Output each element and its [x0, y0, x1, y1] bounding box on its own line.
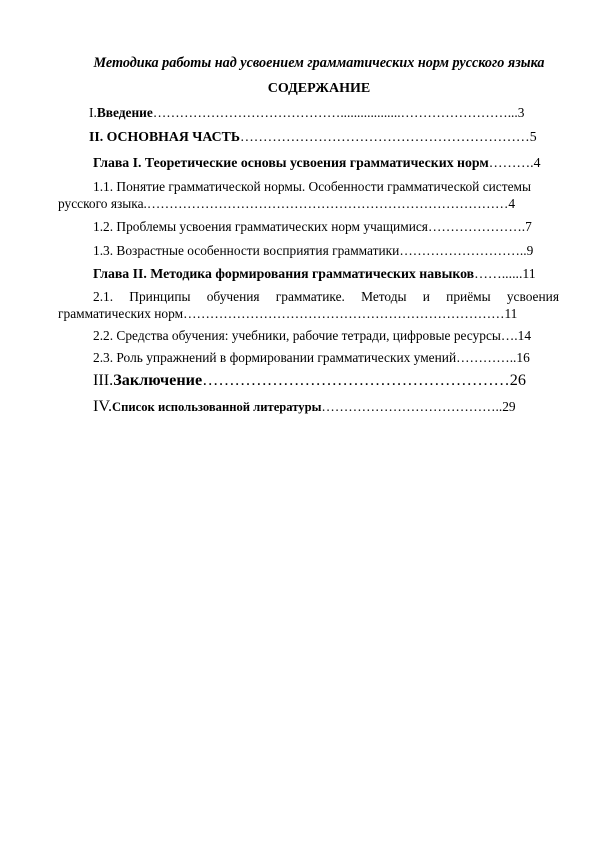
toc-entry-label: Введение	[96, 105, 153, 120]
toc-entry-page: 4	[508, 196, 516, 211]
toc-entry-dots: ………………………………………………………………………	[146, 196, 509, 211]
toc-entry-page: 11	[504, 306, 518, 321]
toc-entry-2-1-line1[interactable]	[93, 289, 559, 305]
toc-entry-dots: ………………………..	[399, 243, 527, 258]
toc-heading: СОДЕРЖАНИЕ	[267, 81, 371, 96]
toc-entry-label: Глава II. Методика формирования грамматических навыков	[93, 266, 475, 281]
toc-entry-page: 14	[517, 328, 532, 343]
toc-entry-dots: …………………………………..	[321, 399, 503, 414]
toc-entry-chapter-1[interactable]	[93, 155, 559, 171]
toc-entry-dots: ………………….	[427, 219, 526, 234]
toc-entry-label: 1.3. Возрастные особенности восприятия грамматики	[93, 243, 400, 258]
toc-entry-page: 5	[529, 129, 537, 144]
document-title: Методика работы над усвоением грамматических норм русского языка	[93, 55, 545, 71]
toc-entry-references[interactable]	[93, 396, 559, 416]
toc-entry-main-part[interactable]	[89, 129, 559, 145]
toc-entry-dots: …………………………………………………	[202, 371, 510, 389]
toc-entry-label: Список использованной литературы	[112, 400, 322, 414]
toc-entry-number: III.	[93, 371, 114, 389]
toc-entry-2-2[interactable]	[93, 328, 559, 344]
toc-entry-page: 7	[525, 219, 532, 234]
toc-entry-dots: ………………………………………………………	[239, 129, 530, 144]
toc-entry-page: 9	[526, 243, 534, 258]
toc-entry-intro[interactable]	[89, 105, 559, 121]
toc-entry-label: Глава I. Теоретические основы усвоения грамматических норм	[93, 155, 489, 170]
toc-entry-page: 4	[533, 155, 541, 170]
toc-entry-conclusion[interactable]	[93, 370, 559, 390]
toc-entry-dots: ………………………………………………………………	[183, 306, 505, 321]
toc-entry-2-3[interactable]	[93, 350, 559, 366]
toc-entry-number: I.	[89, 105, 97, 120]
toc-entry-page: 11	[522, 266, 536, 281]
toc-entry-page: 3	[517, 105, 525, 120]
toc-entry-dots: …………..	[456, 350, 517, 365]
toc-entry-dots: ……......	[474, 266, 523, 281]
toc-entry-1-2[interactable]	[93, 219, 559, 235]
toc-entry-number: IV.	[93, 397, 113, 415]
toc-entry-2-1-line2[interactable]	[58, 306, 559, 322]
toc-entry-label: 1.2. Проблемы усвоения грамматических норм учащимися	[93, 219, 428, 234]
toc-entry-dots: ….	[500, 328, 518, 343]
toc-entry-label: 2.3. Роль упражнений в формировании грамматических умений	[93, 350, 457, 365]
toc-entry-1-1-line2[interactable]	[58, 196, 559, 212]
toc-entry-dots: ……….	[488, 155, 534, 170]
toc-entry-label: 2.2. Средства обучения: учебники, рабочие тетради, цифровые ресурсы	[93, 328, 501, 343]
toc-entry-page: 29	[502, 399, 516, 414]
toc-entry-1-3[interactable]	[93, 243, 559, 259]
toc-entry-label: русского языка.	[58, 196, 147, 211]
toc-entry-label: II. ОСНОВНАЯ ЧАСТЬ	[89, 129, 240, 144]
toc-entry-label: 1.1. Понятие грамматической нормы. Особенности грамматической системы	[93, 179, 532, 194]
toc-entry-label: 2.1. Принципы обучения грамматике. Методы и приёмы усвоения	[93, 289, 559, 304]
toc-entry-label: Заключение	[113, 371, 203, 389]
toc-entry-page: 16	[516, 350, 530, 365]
toc-entry-chapter-2[interactable]	[93, 266, 559, 282]
toc-entry-label: грамматических норм	[58, 306, 184, 321]
toc-entry-1-1-line1[interactable]	[93, 179, 563, 195]
toc-entry-page: 26	[509, 371, 526, 389]
toc-entry-dots: ……………………………………..................……………………...	[152, 105, 518, 120]
